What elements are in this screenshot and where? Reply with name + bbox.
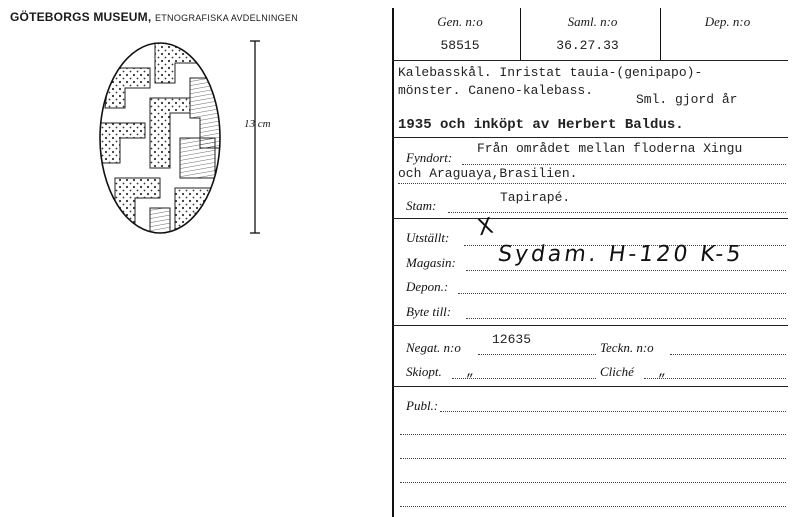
publ-dotted-line-2 xyxy=(400,434,786,435)
description-divider xyxy=(392,137,788,138)
negat-divider xyxy=(392,386,788,387)
card-left-border xyxy=(392,8,394,517)
description-line-2b: Sml. gjord år xyxy=(636,92,738,107)
negat-dotted-line xyxy=(478,354,596,355)
byte-dotted-line xyxy=(466,318,786,319)
skiopt-dotted-line xyxy=(452,378,596,379)
utstallt-label: Utställt: xyxy=(406,230,450,245)
fyndort-dotted-line xyxy=(462,164,786,165)
dimension-label: 13 cm xyxy=(244,118,271,130)
stam-dotted-line xyxy=(448,212,786,213)
negat-label: Negat. n:o xyxy=(406,340,461,355)
gen-no-label: Gen. n:o xyxy=(437,14,483,29)
description-line-1: Kalebasskål. Inristat tauia-(genipapo)- xyxy=(398,65,703,80)
saml-no-label: Saml. n:o xyxy=(567,14,618,29)
byte-divider xyxy=(392,325,788,326)
magasin-dotted-line xyxy=(466,270,786,271)
teckn-dotted-line xyxy=(670,354,786,355)
museum-name: GÖTEBORGS MUSEUM, xyxy=(10,10,152,24)
dep-no-label: Dep. n:o xyxy=(704,14,751,29)
fyndort-value-1: Från området mellan floderna Xingu xyxy=(477,141,743,156)
publ-dotted-line-4 xyxy=(400,482,786,483)
teckn-label: Teckn. n:o xyxy=(600,340,654,355)
depon-label: Depon.: xyxy=(406,279,449,294)
museum-header xyxy=(10,10,298,24)
cliche-dotted-line xyxy=(644,378,786,379)
gen-no-value: 58515 xyxy=(440,38,480,53)
gourd-drawing xyxy=(90,38,270,248)
depon-dotted-line xyxy=(458,293,786,294)
publ-dotted-line-1 xyxy=(440,411,786,412)
description-line-3: 1935 och inköpt av Herbert Baldus. xyxy=(398,117,684,133)
stam-value: Tapirapé. xyxy=(500,190,571,205)
negat-value: 12635 xyxy=(492,332,532,347)
description-line-2: mönster. Caneno-kalebass. xyxy=(398,83,594,98)
header-divider xyxy=(392,60,788,61)
publ-dotted-line-5 xyxy=(400,506,786,507)
magasin-value: Sydam. H-120 K-5 xyxy=(496,242,746,267)
byte-label: Byte till: xyxy=(406,304,452,319)
column-divider-2 xyxy=(660,8,661,60)
utstallt-mark: X xyxy=(475,213,496,242)
fyndort-label: Fyndort: xyxy=(406,150,453,165)
cliche-label: Cliché xyxy=(600,364,634,379)
publ-dotted-line-3 xyxy=(400,458,786,459)
magasin-label: Magasin: xyxy=(406,255,456,270)
publ-label: Publ.: xyxy=(406,398,439,413)
fyndort-dotted-line-2 xyxy=(398,183,786,184)
skiopt-value: „ xyxy=(466,364,474,379)
saml-no-value: 36.27.33 xyxy=(556,38,619,53)
department-name: ETNOGRAFISKA AVDELNINGEN xyxy=(154,13,299,23)
fyndort-value-2: och Araguaya,Brasilien. xyxy=(398,166,578,181)
stam-divider xyxy=(392,218,788,219)
skiopt-label: Skiopt. xyxy=(406,364,442,379)
cliche-value: „ xyxy=(658,364,666,379)
stam-label: Stam: xyxy=(406,198,437,213)
